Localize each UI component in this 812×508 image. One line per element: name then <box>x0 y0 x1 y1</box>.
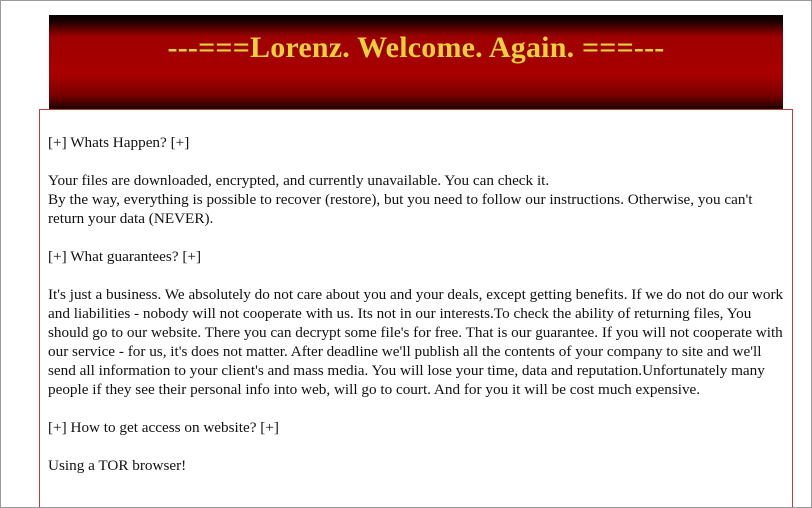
note-text <box>48 110 788 475</box>
section-heading-website-access: [+] How to get access on website? [+] <box>48 419 279 436</box>
banner-title: ---===Lorenz. Welcome. Again. ===--- <box>167 31 665 64</box>
section-heading-guarantees: [+] What guarantees? [+] <box>48 248 202 265</box>
paragraph-tor-browser: Using a TOR browser! <box>48 457 187 474</box>
paragraph-files-encrypted: Your files are downloaded, encrypted, and currently unavailable. You can check it. <box>48 172 550 189</box>
header-banner <box>49 15 783 109</box>
paragraph-business-guarantee: It's just a business. We absolutely do not care about you and your deals, except getting benefits. If we do not do our work and liabilities - nobody will not cooperate with us. Its not in our interests.To check the ability of returning files, You should go to our website. There you can decrypt some file's for free. That is our guarantee. If you will not cooperate with our service - for us, it's does not matter. After deadline we'll publish all the contents of your company to site and we'll send all information to your client's and mass media. You will lose your time, data and reputation.Unfortunately many people if they see their personal info into web, will go to court. And for you it will be cost much expensive. <box>48 286 784 398</box>
section-heading-whats-happen: [+] Whats Happen? [+] <box>48 134 190 151</box>
paragraph-recover-instructions: By the way, everything is possible to recover (restore), but you need to follow our instructions. Otherwise, you can't return your data (NEVER). <box>48 191 753 227</box>
ransom-note-content <box>39 109 793 508</box>
